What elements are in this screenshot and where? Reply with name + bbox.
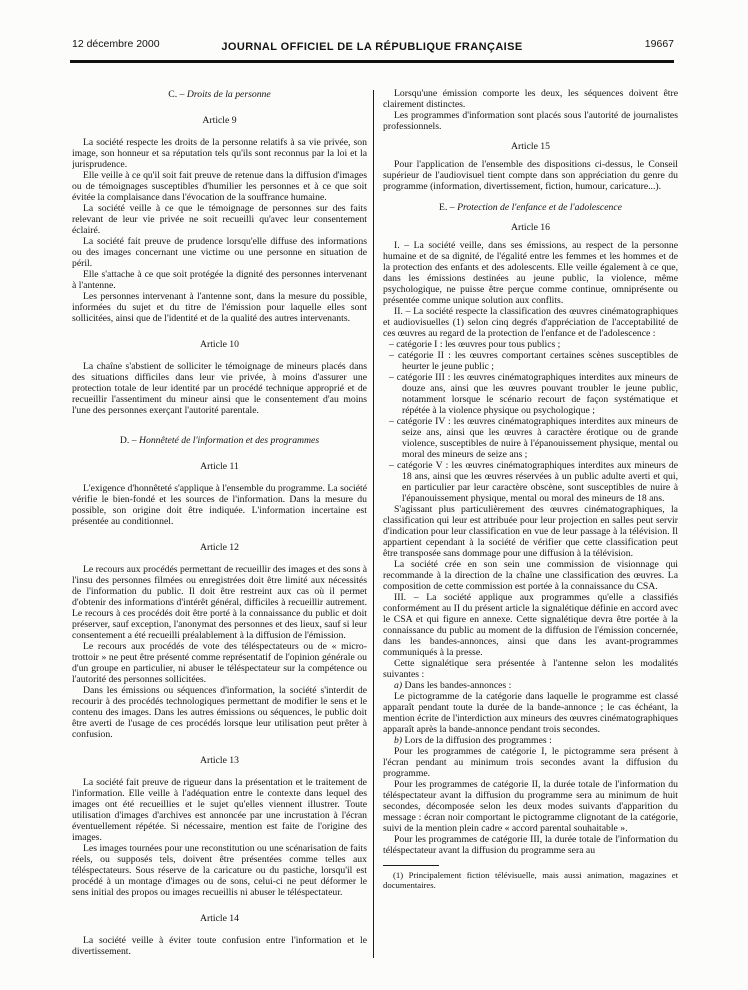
footnote-text: (1) Principalement fiction télévisuelle, mais aussi animation, magazines et documentaires. xyxy=(383,870,678,890)
section-title: Honnêteté de l'information et des programmes xyxy=(139,435,320,446)
category-list-item: – catégorie II : les œuvres comportant certaines scènes susceptibles de heurter le jeune public ; xyxy=(389,350,678,372)
paragraph: Les personnes intervenant à l'antenne sont, dans la mesure du possible, informées du sujet et du titre de l'émission pour laquelle elles sont sollicitées, ainsi que de l'identité et de la qualité des autres intervenants. xyxy=(72,291,367,324)
article-heading: Article 9 xyxy=(202,115,237,126)
footnote-rule xyxy=(383,865,439,866)
paragraph: Pour les programmes de catégorie II, la durée totale de l'information du téléspectateur avant la diffusion du programme sera au minimum de huit secondes, décomposée selon les deux modes suivants d'apparition du message : écran noir comportant le pictogramme clignotant de la catégorie, suivi de la mention plein cadre « accord parental souhaitable ». xyxy=(383,779,678,834)
paragraph: La société veille à ce que le témoignage de personnes sur des faits relevant de leur vie privée ne soit recueilli qu'avec leur consentement éclairé. xyxy=(72,203,367,236)
paragraph: Pour l'application de l'ensemble des dispositions ci-dessus, le Conseil supérieur de l'audiovisuel tient compte dans son appréciation du genre du programme (information, divertissement, fiction, humour, caricature...). xyxy=(383,159,678,192)
paragraph: Cette signalétique sera présentée à l'antenne selon les modalités suivantes : xyxy=(383,658,678,680)
column-left xyxy=(72,88,367,962)
header-date: 12 décembre 2000 xyxy=(72,38,160,50)
paragraph: La société fait preuve de prudence lorsqu'elle diffuse des informations ou des images concernant une victime ou une personne en situation de péril. xyxy=(72,236,367,269)
paragraph: Elle s'attache à ce que soit protégée la dignité des personnes intervenant à l'antenne. xyxy=(72,269,367,291)
paragraph: Les programmes d'information sont placés sous l'autorité de journalistes professionnels. xyxy=(383,110,678,132)
section-heading xyxy=(72,435,367,446)
lettered-paragraph xyxy=(383,735,678,746)
paragraph: Pour les programmes de catégorie III, la durée totale de l'information du téléspectateur avant la diffusion du programme sera au xyxy=(383,834,678,856)
paragraph: La société fait preuve de rigueur dans la présentation et le traitement de l'information. Elle veille à l'adéquation entre le contexte dans lequel des images ont été recueillies et le sujet qu'elles viennent illustrer. Toute utilisation d'images d'archives est annoncée par une incrustation à l'écran éventuellement répétée. Si nécessaire, mention est faite de l'origine des images. xyxy=(72,777,367,843)
article-heading: Article 10 xyxy=(199,339,239,350)
section-letter: E. – xyxy=(439,202,458,213)
paragraph-letter: a) xyxy=(394,680,405,691)
paragraph: L'exigence d'honnêteté s'applique à l'ensemble du programme. La société vérifie le bien-fondé et les sources de l'information. Dans la mesure du possible, son origine doit être indiquée. L'information incertaine est présentée au conditionnel. xyxy=(72,483,367,527)
column-divider xyxy=(373,90,374,958)
column-right xyxy=(383,88,678,962)
article-heading: Article 12 xyxy=(199,542,239,553)
section-title: Droits de la personne xyxy=(186,89,271,100)
paragraph: Dans les émissions ou séquences d'information, la société s'interdit de recourir à des procédés technologiques permettant de modifier le sens et le contenu des images. Dans les autres émissions ou séquences, le public doit être averti de l'usage de ces procédés lorsque leur utilisation peut prêter à confusion. xyxy=(72,685,367,740)
paragraph: I. – La société veille, dans ses émissions, au respect de la personne humaine et de sa dignité, de l'égalité entre les femmes et les hommes et de la protection des enfants et des adolescents. Elle veille également à ce que, dans les émissions destinées au jeune public, la violence, même psychologique, ne puisse être perçue comme continue, omniprésente ou présentée comme unique solution aux conflits. xyxy=(383,240,678,306)
paragraph: La société respecte les droits de la personne relatifs à sa vie privée, son image, son honneur et sa réputation tels qu'ils sont reconnus par la loi et la jurisprudence. xyxy=(72,137,367,170)
paragraph: II. – La société respecte la classification des œuvres cinématographiques et audiovisuelles (1) selon cinq degrés d'appréciation de l'acceptabilité de ces œuvres au regard de la protection de l'enfance et de l'adolescence : xyxy=(383,306,678,339)
section-letter: D. – xyxy=(119,435,139,446)
paragraph-letter: b) xyxy=(394,735,405,746)
paragraph: Elle veille à ce qu'il soit fait preuve de retenue dans la diffusion d'images ou de témoignages susceptibles d'humilier les personnes et à ce que soit évitée la complaisance dans l'évocation de la souffrance humaine. xyxy=(72,170,367,203)
paragraph-text: Dans les bandes-annonces : xyxy=(404,680,512,691)
paragraph: La société veille à éviter toute confusion entre l'information et le divertissement. xyxy=(72,935,367,957)
paragraph: La chaîne s'abstient de solliciter le témoignage de mineurs placés dans des situations difficiles dans leur vie privée, à moins d'assurer une protection totale de leur identité par un procédé technique approprié et de recueillir l'assentiment du mineur ainsi que le consentement d'au moins l'une des personnes exerçant l'autorité parentale. xyxy=(72,361,367,416)
paragraph-text: Lors de la diffusion des programmes : xyxy=(404,735,552,746)
page-number: 19667 xyxy=(644,38,674,50)
paragraph: Le pictogramme de la catégorie dans laquelle le programme est classé apparaît pendant toute la durée de la bande-annonce ; le cas échéant, la mention écrite de l'interdiction aux mineurs des œuvres cinématographiques apparaît après la bande-annonce pendant trois secondes. xyxy=(383,691,678,735)
paragraph: Le recours aux procédés permettant de recueillir des images et des sons à l'insu des personnes filmées ou enregistrées doit être limité aux nécessités de l'information du public. Il doit être restreint aux cas où il permet d'obtenir des informations d'intérêt général, difficiles à recueillir autrement. Le recours à ces procédés doit être porté à la connaissance du public et doit préserver, sauf exception, l'anonymat des personnes et des lieux, sauf si leur consentement a été recueilli préalablement à la diffusion de l'émission. xyxy=(72,564,367,641)
section-heading xyxy=(383,202,678,213)
article-heading: Article 13 xyxy=(199,755,239,766)
article-heading: Article 16 xyxy=(510,222,550,233)
category-list-item: – catégorie III : les œuvres cinématographiques interdites aux mineurs de douze ans, ainsi que les œuvres pouvant troubler le jeune public, notamment lorsque le scénario recourt de façon systématique et répétée à la violence physique ou psychologique ; xyxy=(389,372,678,416)
paragraph: Les images tournées pour une reconstitution ou une scénarisation de faits réels, ou supposés tels, doivent être présentées comme telles aux téléspectateurs. Sous réserve de la caricature ou du pastiche, lorsqu'il est procédé à un montage d'images ou de sons, celui-ci ne peut déformer le sens initial des propos ou images recueillis ni abuser le téléspectateur. xyxy=(72,843,367,898)
section-heading xyxy=(72,89,367,100)
article-heading: Article 14 xyxy=(199,913,239,924)
category-list-item: – catégorie IV : les œuvres cinématographiques interdites aux mineurs de seize ans, ainsi que les œuvres à caractère érotique ou de grande violence, susceptibles de nuire à l'épanouissement physique, mental ou moral des mineurs de seize ans ; xyxy=(389,416,678,460)
paragraph: S'agissant plus particulièrement des œuvres cinématographiques, la classification qui leur est attribuée pour leur projection en salles peut servir d'indication pour leur classification en vue de leur passage à la télévision. Il appartient cependant à la société de vérifier que cette classification peut être transposée sans dommage pour une diffusion à la télévision. xyxy=(383,504,678,559)
paragraph: Pour les programmes de catégorie I, le pictogramme sera présent à l'écran pendant au minimum trois secondes avant la diffusion du programme. xyxy=(383,746,678,779)
paragraph: III. – La société applique aux programmes qu'elle a classifiés conformément au II du présent article la signalétique définie en accord avec le CSA et qui figure en annexe. Cette signalétique devra être portée à la connaissance du public au moment de la diffusion de l'émission concernée, dans les bandes-annonces, ainsi que dans les avant-programmes communiqués à la presse. xyxy=(383,592,678,658)
paragraph: Le recours aux procédés de vote des téléspectateurs ou de « micro-trottoir » ne peut être présenté comme représentatif de l'opinion générale ou d'un groupe en particulier, ni abuser le téléspectateur sur la compétence ou l'autorité des personnes sollicitées. xyxy=(72,641,367,685)
section-title: Protection de l'enfance et de l'adolescence xyxy=(457,202,622,213)
category-list-item: – catégorie V : les œuvres cinématographiques interdites aux mineurs de 18 ans, ainsi que les œuvres réservées à un public adulte averti et qui, en particulier par leur caractère obscène, sont susceptibles de nuire à l'épanouissement physique, mental ou moral des mineurs de 18 ans. xyxy=(389,460,678,504)
journal-title: JOURNAL OFFICIEL DE LA RÉPUBLIQUE FRANÇAISE xyxy=(221,41,523,53)
section-letter: C. – xyxy=(168,89,187,100)
footnote xyxy=(383,865,678,890)
article-heading: Article 11 xyxy=(200,461,239,472)
lettered-paragraph xyxy=(383,680,678,691)
header-rule xyxy=(70,60,674,63)
paragraph: La société crée en son sein une commission de visionnage qui recommande à la direction de la chaîne une classification des œuvres. La composition de cette commission est portée à la connaissance du CSA. xyxy=(383,559,678,592)
paragraph: Lorsqu'une émission comporte les deux, les séquences doivent être clairement distinctes. xyxy=(383,88,678,110)
article-heading: Article 15 xyxy=(510,141,550,152)
category-list-item: – catégorie I : les œuvres pour tous publics ; xyxy=(389,339,561,350)
